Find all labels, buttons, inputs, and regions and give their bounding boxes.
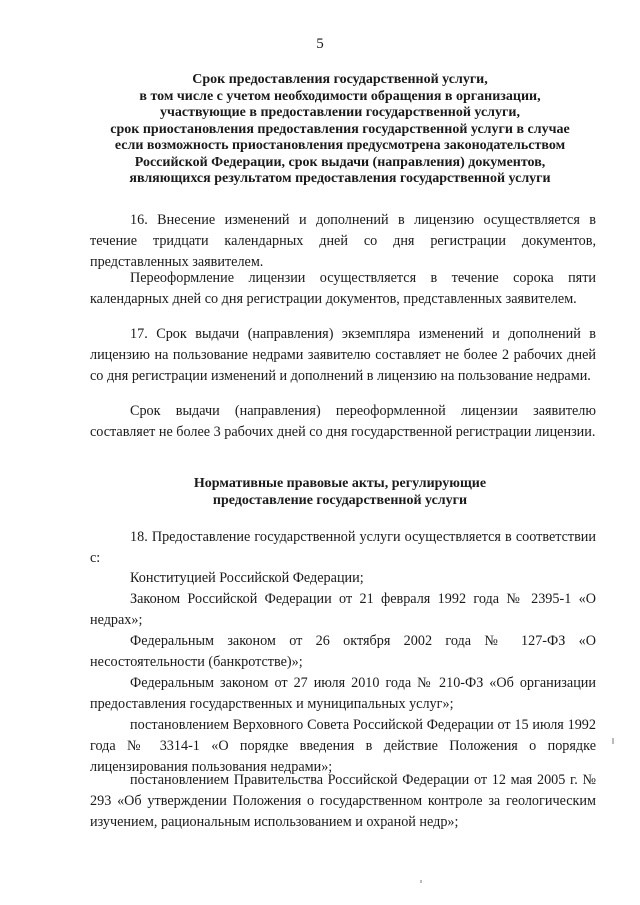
heading-line: срок приостановления предоставления государственной услуги в случае [110,121,570,137]
section-heading-legal-acts [60,476,620,509]
legal-act-item: Законом Российской Федерации от 21 февраля 1992 года № 2395-1 «О недрах»; [90,591,596,628]
scan-artifact [420,880,422,883]
paragraph-17-reissue: Срок выдачи (направления) переоформленной лицензии заявителю составляет не более 3 рабочих дней со дня государственной регистрации лицензии. [90,403,596,440]
heading-line: в том числе с учетом необходимости обращения в организации, [139,88,541,104]
legal-act-item: Федеральным законом от 26 октября 2002 года № 127-ФЗ «О несостоятельности (банкротстве)»; [90,633,596,670]
heading-line: участвующие в предоставлении государственной услуги, [160,105,520,120]
paragraph-17: 17. Срок выдачи (направления) экземпляра изменений и дополнений в лицензию на пользование недрами заявителю составляет не более 2 рабочих дней со дня регистрации изменений и дополнений в лицензию на пользование недрами. [90,326,596,384]
heading-line: предоставление государственной услуги [212,492,468,508]
paragraph-16-reissue: Переоформление лицензии осуществляется в течение сорока пяти календарных дней со дня регистрации документов, представленных заявителем. [90,270,596,307]
heading-line: Срок предоставления государственной услуги, [192,72,488,87]
legal-act-item: Конституцией Российской Федерации; [130,570,364,586]
heading-line: если возможность приостановления предусмотрена законодательством [114,138,566,153]
paragraph-18: 18. Предоставление государственной услуги осуществляется в соответствии с: [90,529,596,566]
legal-act-item: постановлением Правительства Российской Федерации от 12 мая 2005 г. № 293 «Об утверждении Положения о государственном контроле за геологическим изучением, рациональным использованием и охраной недр»; [90,772,596,830]
scan-artifact [612,738,614,744]
legal-act-item: Федеральным законом от 27 июля 2010 года № 210-ФЗ «Об организации предоставления государственных и муниципальных услуг»; [90,675,596,712]
paragraph-16: 16. Внесение изменений и дополнений в лицензию осуществляется в течение тридцати календарных дней со дня регистрации документов, представленных заявителем. [90,212,596,270]
page-number: 5 [316,36,324,52]
legal-act-item: постановлением Верховного Совета Российской Федерации от 15 июля 1992 года № 3314-1 «О порядке введения в действие Положения о порядке лицензирования пользования недрами»; [90,717,596,775]
heading-line: являющихся результатом предоставления государственной услуги [129,171,551,186]
heading-line: Нормативные правовые акты, регулирующие [193,476,487,491]
section-heading-service-terms [60,72,620,188]
heading-line: Российской Федерации, срок выдачи (направления) документов, [134,154,546,170]
